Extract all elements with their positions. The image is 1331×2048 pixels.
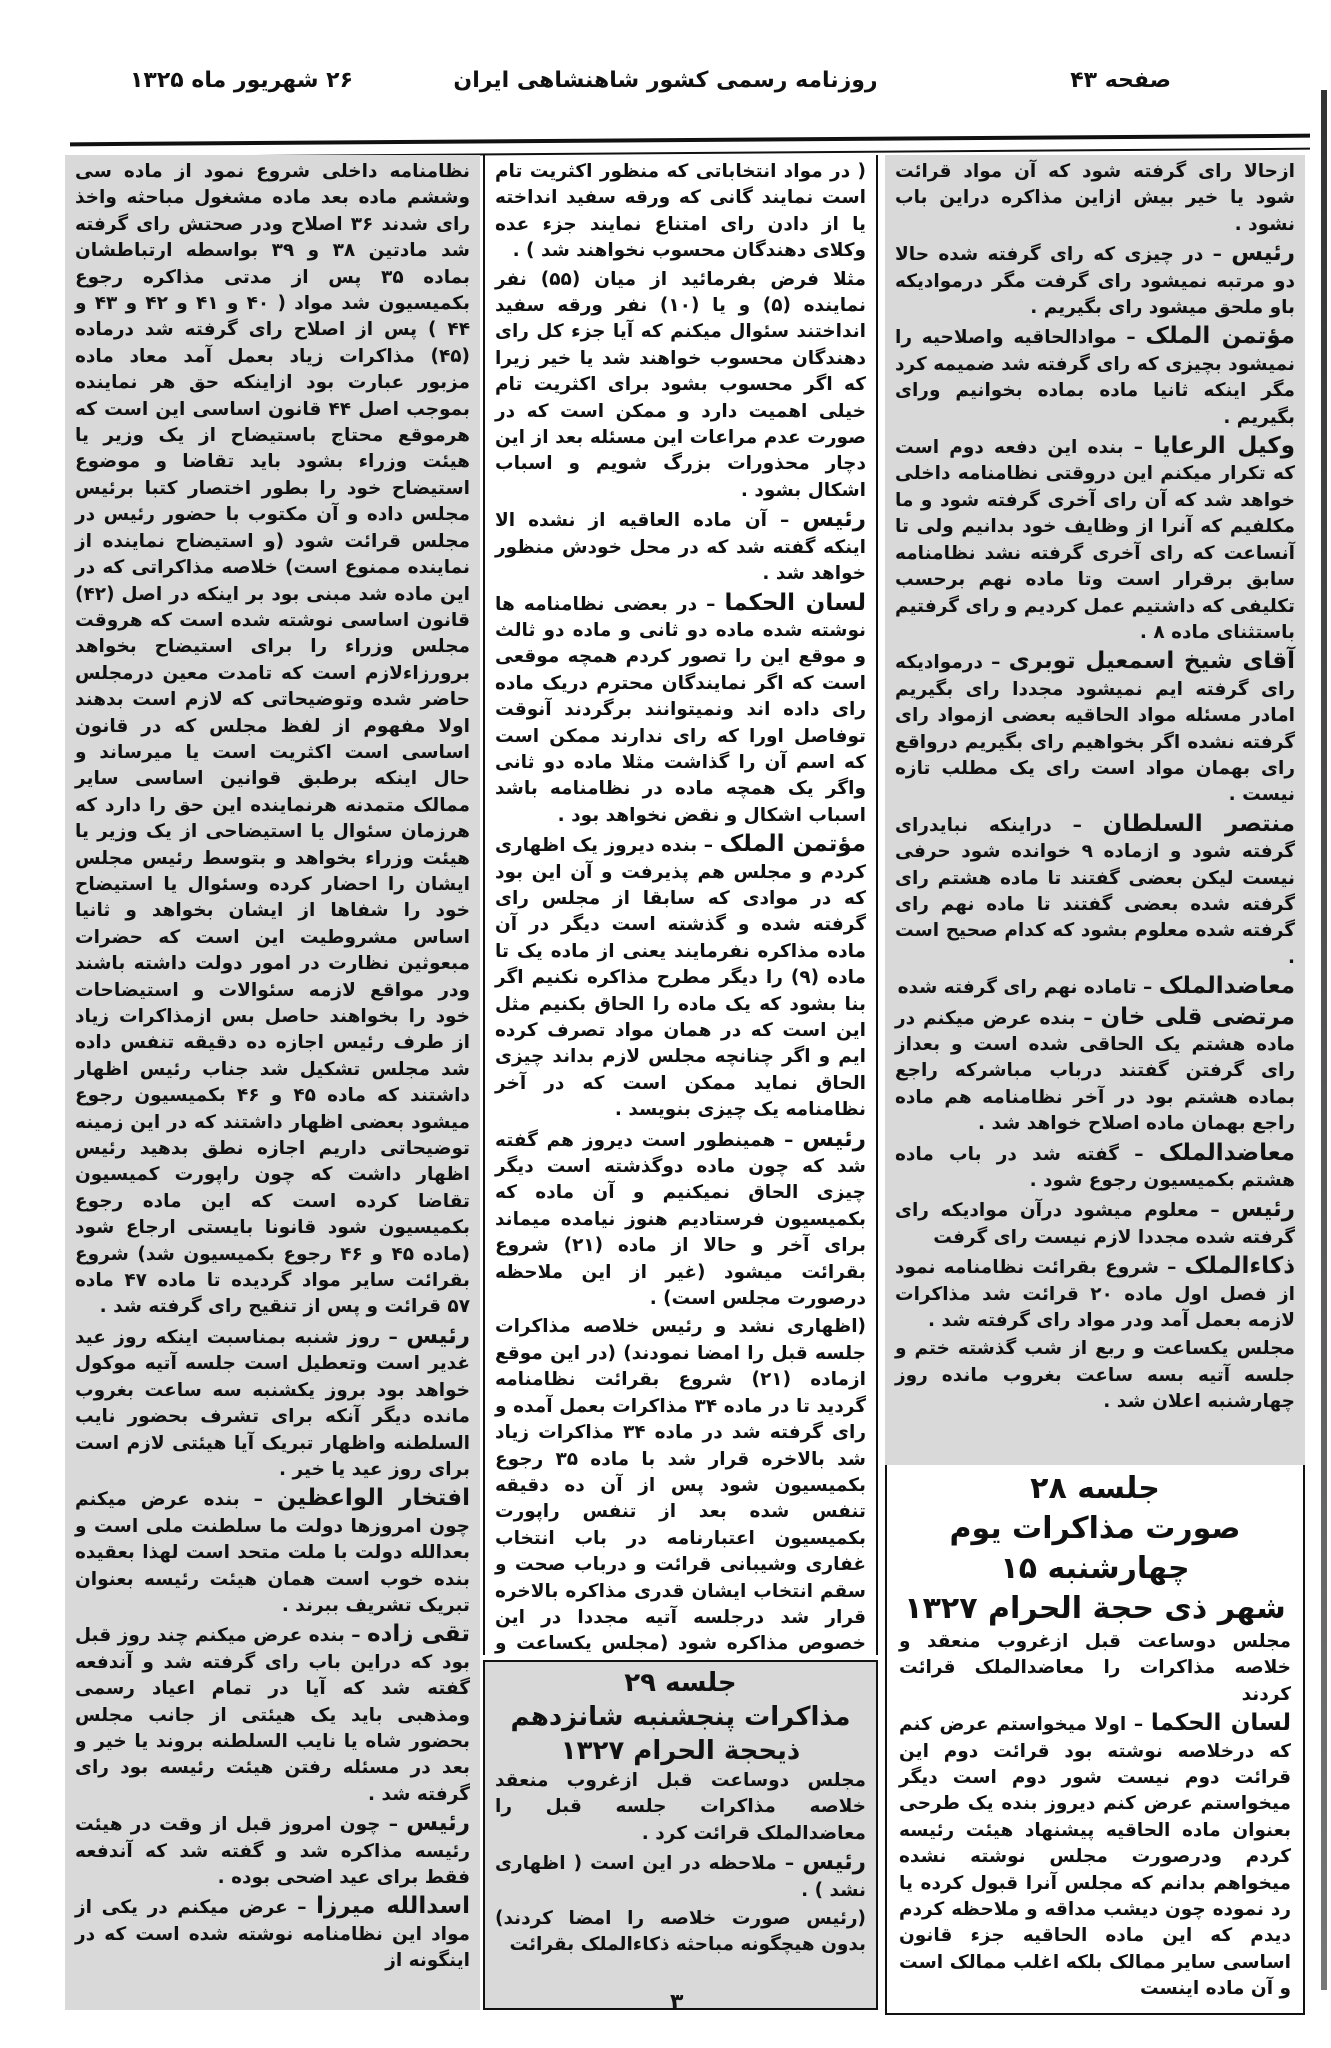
- issue-date: ۲۶ شهریور ماه ۱۳۲۵: [130, 68, 353, 93]
- paragraph: [895, 240, 1295, 321]
- speaker-name: مرتضی قلی خان: [1100, 1003, 1295, 1030]
- paragraph: [895, 1253, 1295, 1334]
- speaker-name: معاضدالملک: [1158, 1139, 1295, 1166]
- session-title: جلسه ۲۹: [624, 1668, 737, 1698]
- paragraph: مجلس دوساعت قبل ازغروب منعقد و خلاصه مذاکرات را معاضدالملک قرائت کردند: [899, 1631, 1291, 1705]
- speech: – بنده عرض میکنم در ماده هشتم یک الحاقی شده است و بعداز رای گرفتن گفتند درباب مباشرکه راجع بماده هشتم بود در آخر نظامنامه هم ماده راجع بهمان ماده اصلاح خواهد شد .: [895, 1007, 1295, 1135]
- session-date: شهر ذی حجة الحرام ۱۳۲۷: [904, 1591, 1286, 1626]
- speaker-name: لسان الحکما: [1150, 1710, 1291, 1737]
- session-date: ذیحجة الحرام ۱۳۲۷: [560, 1736, 801, 1766]
- speech: – گفته شد در باب ماده هشتم بکمیسیون رجوع شود .: [895, 1143, 1295, 1192]
- column-middle: [483, 155, 878, 1655]
- paragraph: [495, 506, 866, 587]
- speech: – بنده عرض میکنم چون امروزها دولت ما سلطنت ملی است و بعدالله دولت با ملت متحد است لهذا بعقیده بنده خوب است همان هیئت رئیسه بعنوان تبریک تشریف ببرند .: [75, 1489, 470, 1616]
- speech: – درموادیکه رای گرفته ایم نمیشود مجددا رای بگیریم امادر مسئله مواد الحاقیه بعضی ازمواد رای گرفته نشده اگر بخواهیم رای بگیریم درواقع رای بهمان مواد است رای یک مطلب تازه نیست .: [895, 652, 1295, 806]
- paragraph: ازحالا رای گرفته شود که آن مواد قرائت شود یا خیر بیش ازاین مذاکره دراین باب نشود .: [895, 161, 1295, 235]
- paragraph: (رئیس صورت خلاصه را امضا کردند) بدون هیچگونه مباحثه ذکاءالملک بقرائت: [495, 1908, 866, 1956]
- paragraph: [895, 1196, 1295, 1251]
- speaker-name: اسدالله میرزا: [316, 1893, 470, 1920]
- speaker-name: منتصر السلطان: [1102, 810, 1295, 837]
- paragraph: [895, 1004, 1295, 1138]
- page-number: ۳: [670, 1990, 684, 2015]
- speaker-name: رئیس: [802, 1849, 866, 1876]
- paragraph: [895, 323, 1295, 431]
- paragraph: (اظهاری نشد و رئیس خلاصه مذاکرات جلسه قبل را امضا نمودند) (در این موقع ازماده (۲۱) شروع بقرائت نظامنامه گردید تا در ماده ۳۴ مذاکرات بعمل آمده و رای گرفته شد در ماده ۳۴ مذاکرات زیاد شد بالاخره قرار شد با ماده ۳۵ رجوع بکمیسیون شود پس از آن ده دقیقه تنفس شده بعد از تنفس راپورت بکمیسیون اعتبارنامه در باب انتخاب غفاری وشیبانی قرائت و درباب صحت و سقم انتخاب ایشان قدری مذاکره بالاخره قرار شد درجلسه آتیه مجددا در این خصوص مذاکره شود (مجلس یکساعت و: [495, 1316, 867, 1655]
- paragraph: ( در مواد انتخاباتی که منظور اکثریت تام است نمایند گانی که ورقه سفید انداخته یا از دادن رای امتناع نمایند جزء عده وکلای دهندگان محسوب نخواهند شد ) .: [495, 161, 866, 262]
- speaker-name: رئیس: [1231, 1196, 1295, 1223]
- paragraph: مجلس دوساعت قبل ازغروب منعقد خلاصه مذاکرات جلسه قبل را معاضدالملک قرائت کرد .: [495, 1770, 866, 1844]
- paragraph: [75, 1323, 470, 1483]
- speaker-name: رئیس: [1231, 240, 1295, 267]
- speech: – موادالحاقیه واصلاحیه را نمیشود بچیزی که رای گرفته شد ضمیمه کرد مگر اینکه ثانیا ماده بماده بخوانیم ورای بگیریم .: [895, 327, 1295, 428]
- paragraph: [895, 433, 1295, 646]
- speech: – روز شنبه بمناسبت اینکه روز عید غدیر است وتعطیل است جلسه آتیه موکول خواهد بود بروز یکشنبه سه ساعت بغروب مانده دیگر آنکه برای تشرف بحضور نایب السلطنه واظهار تبریک آیا هیئتی لازم است برای روز عید یا خیر .: [75, 1326, 470, 1480]
- paragraph: [75, 1810, 470, 1891]
- speech: – عرض میکنم در یکی از مواد این نظامنامه نوشته شده است که در اینگونه از: [75, 1897, 470, 1972]
- speech: – تاماده نهم رای گرفته شده: [897, 977, 1153, 999]
- session-subtitle: مذاکرات پنجشنبه شانزدهم: [510, 1702, 851, 1732]
- speech: – بنده دیروز یک اظهاری کردم و مجلس هم پذیرفت و آن این بود که در موادی که سابقا از مجلس رای گرفته شده و گذشته است دیگر در آن ماده مذاکره نفرمایند یعنی از ماده یک تا ماده (۹) را دیگر مطرح مذاکره نکنیم اگر بنا بشود که یک ماده را الحاق بکنیم مثل این است که در همان مواد تصرف کرده ایم و اگر چنانچه مجلس لازم بداند چیزی الحاق نماید ممکن است که در آخر نظامنامه یک چیزی بنویسد .: [495, 835, 866, 1121]
- speech: – معلوم میشود درآن موادیکه رای گرفته شده مجددا لازم نیست رای گرفت: [895, 1200, 1295, 1248]
- speaker-name: ذکاءالملک: [1184, 1253, 1295, 1280]
- paragraph: [75, 1893, 470, 1974]
- paragraph: نظامنامه داخلی شروع نمود از ماده سی وششم ماده بعد ماده مشغول مباحثه واخذ رای شدند ۳۶ اصلاح ودر صحتش رای گرفته شد مادتین ۳۸ و ۳۹ بواسطه ارتباطشان بماده ۳۵ پس از مدتی مذاکره رجوع بکمیسیون شد مواد ( ۴۰ و ۴۱ و ۴۲ و ۴۳ و ۴۴ ) پس از اصلاح رای گرفته شد درماده (۴۵) مذاکرات زیاد بعمل آمد معاد ماده مزبور عبارت بود ازاینکه حق هر نماینده بموجب اصل ۴۴ قانون اساسی این است که هرموقع محتاج باستیضاح از یک وزیر یا هیئت وزراء بشود باید تقاضا و موضوع استیضاح خود را بطور اختصار کتبا برئیس مجلس داده و آن مکتوب با حضور رئیس در مجلس قرائت شود (و استیضاح نماینده از نماینده ممنوع است) خلاصه مذاکراتی که در این ماده شد مبنی بود بر اینکه در اصل (۴۲) قانون اساسی نوشته شده است که هروقت مجلس وزراء را برای استیضاح بخواهد برورزاءلازم است که تامدت معین درمجلس حاضر شده وتوضیحاتی که لازم است بدهند اولا مفهوم از لفظ مجلس که در قانون اساسی است اکثریت است یا میرساند و حال اینکه برطبق قوانین اساسی سایر ممالک متمدنه هرنماینده این حق را دارد که هرزمان سئوال یا استیضاحی از یک وزیر یا هیئت وزراء بخواهد و بتوسط رئیس مجلس ایشان را احضار کرده وسئوال یا استیضاح خود را شفاها از ایشان بخواهد و ثانیا اساس مشروطیت این است که حضرات مبعوثین نظارت در امور دولت داشته باشند ودر مواقع لازمه سئوالات و استیضاحات خود را بخواهند حاصل بس ازمذاکرات زیاد از طرف رئیس اجازه ده دقیقه تنفس داده شد مجلس تشکیل شد جناب رئیس اظهار داشتند که ماده ۴۵ و ۴۶ بکمیسیون رجوع میشود بعضی اظهار داشتند که در این زمینه توضیحاتی داریم اجازه نطق بدهید رئیس اظهار داشت که چون راپورت کمیسیون تقاضا کرده است که این ماده رجوع بکمیسیون شود قانونا بایستی ارجاع شود (ماده ۴۵ و ۴۶ رجوع بکمیسیون شد) شروع بقرائت سایر مواد گردیده تا ماده ۴۷ ماده ۵۷ قرائت و پس از تنقیح رای گرفته شد .: [75, 161, 470, 1318]
- paragraph: [495, 1849, 866, 1904]
- speaker-name: معاضدالملک: [1158, 973, 1295, 1000]
- session-title: جلسه ۲۸: [1030, 1471, 1160, 1506]
- paragraph: [75, 1621, 470, 1808]
- newspaper-title: روزنامه رسمی کشور شاهنشاهی ایران: [453, 68, 878, 93]
- speaker-name: آقای شیخ اسمعیل توبری: [1008, 648, 1295, 675]
- speech: – بنده این دفعه دوم است که تکرار میکنم این دروقتی نظامنامه داخلی خواهد شد که آن رای آخری گرفته شود و ما مکلفیم که آنرا از وظایف خود بدانیم ولی تا آنساعت که رای آخری گرفته نشد نظامنامه سابق برقرار است وتا ماده نهم برحسب تکلیفی که داشتیم عمل کردیم و رای گرفتیم باستثنای ماده ۸ .: [895, 437, 1295, 643]
- speaker-name: مؤتمن الملک: [1145, 323, 1295, 350]
- speech: – دراینکه نبایدرای گرفته شود و ازماده ۹ خوانده شود حرفی نیست لیکن بعضی گفتند تا ماده هشتم رای گرفته شده بعضی گفتند تا ماده نهم رای گرفته شده معلوم بشود که کدام صحیح است .: [895, 814, 1295, 968]
- paragraph: مثلا فرض بفرمائید از میان (۵۵) نفر نماینده (۵) و یا (۱۰) نفر ورقه سفید انداختند سئوال میکنم که آیا جزء کل رای دهندگان محسوب خواهند شد یا خیر زیرا که اگر محسوب بشود برای اکثریت تام خیلی اهمیت دارد و ممکن است که در صورت عدم مراعات این مسئله بعد از این دچار محذورات بزرگ شویم و اسباب اشکال بشود .: [495, 268, 867, 501]
- speaker-name: افتخار الواعظین: [276, 1485, 470, 1512]
- session-29-box: [483, 1660, 878, 2010]
- paragraph: [895, 973, 1295, 1001]
- speech: – آن ماده العاقیه از نشده الا اینکه گفته شد که در محل خودش منظور خواهد شد .: [495, 510, 866, 585]
- paragraph: [895, 1140, 1295, 1195]
- speech: – ملاحظه در این است ( اظهاری نشد ) .: [495, 1853, 866, 1901]
- speaker-name: وکیل الرعایا: [1153, 433, 1296, 460]
- paragraph: [895, 648, 1295, 808]
- speaker-name: لسان الحکما: [724, 589, 866, 616]
- session-subtitle: صورت مذاکرات یوم چهارشنبه ۱۵: [949, 1511, 1241, 1586]
- scan-edge: [1321, 90, 1327, 1990]
- speech: – بنده عرض میکنم چند روز قبل بود که دراین باب رای گرفته شد و آندفعه گفته شد که آیا در تمام اعیاد رسمی ومذهبی باید یک هیئتی از جانب مجلس بحضور شاه یا نایب السلطنه بروند یا خیر و بعد در مسئله رفتن هیئت رئیسه بود رای گرفته شد .: [75, 1625, 470, 1805]
- paragraph: مجلس یکساعت و ربع از شب گذشته ختم و جلسه آتیه بسه ساعت بغروب مانده روز چهارشنبه اعلان شد .: [895, 1338, 1295, 1413]
- paragraph: [495, 590, 866, 830]
- speech: – شروع بقرائت نظامنامه نمود از فصل اول ماده ۲۰ قرائت شد مذاکرات لازمه بعمل آمد ودر مواد رای گرفته شد .: [895, 1257, 1295, 1332]
- speech: – در چیزی که رای گرفته شده حالا دو مرتبه نمیشود رای گرفت مگر درموادیکه باو ملحق میشود رای بگیریم .: [895, 244, 1295, 319]
- paragraph: [495, 1126, 866, 1313]
- column-left: [65, 155, 480, 2010]
- speech: – در بعضی نظامنامه ها نوشته شده ماده دو ثانی و ماده دو ثالث و موقع این را تصور کردم همچه موقعی است که اگر نمایندگان محترم دریک ماده رای داده اند ونمیتوانند برگردند آنوقت توفاصل اورا که رای ندارند ممکن است که اسم آن را گذاشت مثلا ماده دو ثانی واگر یک همچه ماده در نظامنامه باشد اسباب اشکال و نقض نخواهد بود .: [495, 593, 866, 826]
- paragraph: [899, 1710, 1291, 2002]
- speech: – اولا میخواستم عرض کنم که درخلاصه نوشته بود قرائت دوم این قرائت دوم نیست شور دوم است دیگر میخواستم عرض کنم دیروز بنده یک طرحی بعنوان ماده الحاقیه پیشنهاد هیئت رئیسه کردم ودرصورت مجلس نوشته نشده میخواهم بدانم که مجلس آنرا قبول کرده یا رد نموده چون دیشب مداقه و ملاحظه کردم دیدم که این ماده الحاقیه جزء قانون اساسی سایر ممالک بلکه اغلب ممالک است و آن ماده اینست: [899, 1714, 1291, 2000]
- speaker-name: رئیس: [802, 1125, 866, 1152]
- speaker-name: رئیس: [406, 1810, 470, 1837]
- session-28-box: [885, 1465, 1305, 2015]
- paragraph: [895, 811, 1295, 971]
- page-label: صفحه ۴۳: [1070, 68, 1171, 93]
- column-right: [885, 155, 1305, 1465]
- page-header: [0, 60, 1331, 120]
- paragraph: [75, 1485, 470, 1619]
- speech: – همینطور است دیروز هم گفته شد که چون ماده دوگذشته است دیگر چیزی الحاق نمیکنیم و آن ماده که بکمیسیون فرستادیم هنوز نیامده میماند برای آخر و حالا از ماده (۲۱) شروع بقرائت میشود (غیر از این ملاحظه درصورت مجلس است) .: [495, 1129, 866, 1310]
- speech: – چون امروز قبل از وقت در هیئت رئیسه مذاکره شد و گفته شد که آندفعه فقط برای عید اضحی بوده .: [75, 1814, 470, 1888]
- speaker-name: رئیس: [406, 1322, 470, 1349]
- speaker-name: رئیس: [802, 506, 866, 533]
- speaker-name: تقی زاده: [367, 1621, 470, 1648]
- speaker-name: مؤتمن الملک: [719, 831, 866, 858]
- paragraph: [495, 831, 866, 1123]
